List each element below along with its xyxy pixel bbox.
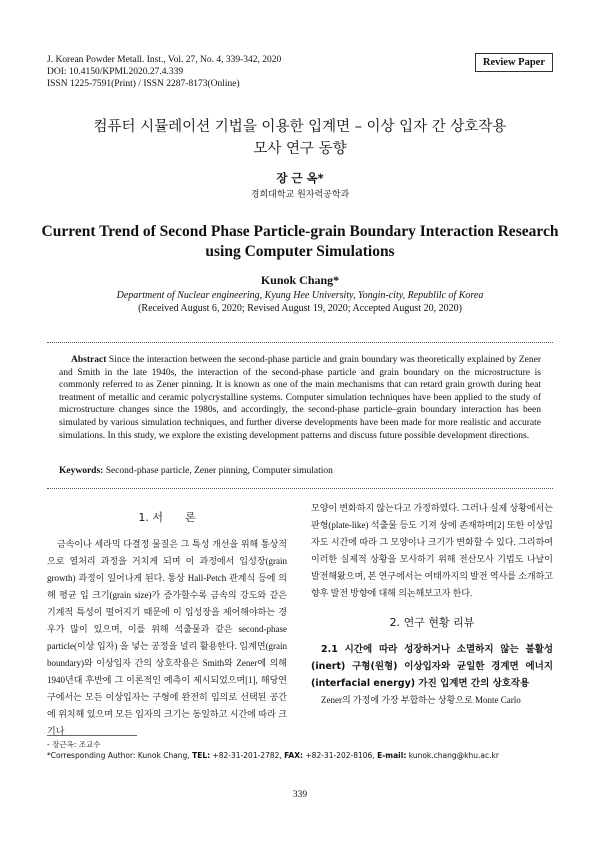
abstract-label: Abstract bbox=[71, 355, 107, 365]
issn: ISSN 1225-7591(Print) / ISSN 2287-8173(Online) bbox=[47, 79, 240, 89]
right-column bbox=[311, 500, 553, 709]
left-column bbox=[47, 509, 287, 740]
right-column-continuation: 모양이 변화하지 않는다고 가정하였다. 그러나 실제 상황에서는 판형(plate-like) 석출물 등도 기져 상에 존재하며[2] 또한 이상입자도 시간에 따라 그 모양이나 크기가 변화할 수 있다. 그리하여 이러한 실제적 상황을 모사하기 위해 전산모사 기법도 나날이 발전해왔으며, 본 연구에서는 여태까지의 발전 역사를 소개하고 향후 발전 방향에 대해 의논해보고자 한다. bbox=[311, 503, 553, 598]
english-title-line1: Current Trend of Second Phase Particle-grain Boundary Interaction Research bbox=[41, 223, 559, 240]
keywords-label: Keywords: bbox=[59, 466, 104, 476]
footnote-contact: *Corresponding Author: Kunok Chang, TEL: +82-31-201-2782, FAX: +82-31-202-8106, E-mail: kunok.chang@khu.ac.kr bbox=[47, 751, 499, 760]
korean-author: 장 근 옥* bbox=[276, 171, 324, 185]
english-title bbox=[40, 222, 560, 262]
english-title-line2: using Computer Simulations bbox=[205, 243, 395, 260]
abstract bbox=[59, 354, 541, 442]
keywords bbox=[59, 466, 541, 476]
submission-dates: (Received August 6, 2020; Revised August 19, 2020; Accepted August 20, 2020) bbox=[138, 303, 462, 314]
abstract-bottom-rule bbox=[47, 488, 553, 489]
journal-header bbox=[47, 54, 281, 90]
corresponding-email: kunok.chang@khu.ac.kr bbox=[406, 751, 499, 760]
article-type-badge: Review Paper bbox=[475, 53, 553, 72]
abstract-text: Since the interaction between the second-phase particle and grain boundary was theoretically explained by Zener and Smith in the late 1940s, the interaction of the second-phase particle and grain boundary on the microstructure is commonly referred to as Zener pinning. It is known as one of the main mechanisms that can retard grain growth during heat treatment of metallic and ceramic polycrystalline systems. Computer simulation techniques have been applied to the study of microstructure changes since the 1980s, and accordingly, the second-phase particle–grain boundary interaction has been simulated by various simulation techniques, and further diverse developments have been made for more realistic and accurate simulations. In this study, we explore the existing development patterns and discuss future possible development directions. bbox=[59, 355, 541, 441]
section2-heading: 2. 연구 현황 리뷰 bbox=[389, 616, 475, 629]
english-department: Department of Nuclear engineering, Kyung Hee University, Yongin-city, Republilc of Korea bbox=[116, 290, 484, 301]
footnote bbox=[47, 739, 499, 761]
section1-body: 금속이나 세라믹 다결정 물질은 그 특성 개선을 위해 통상적으로 열처리 과정을 거치게 되며 이 과정에서 입성장(grain growth) 과정이 일어나게 된다. 통상 Hall-Petch 관계식 등에 의해 평균 입 크기(grain size)가 증가할수록 금속의 강도와 같은 기계적 특성이 떨어지기 때문에 이 입성장을 제어해야하는 경우가 많이 있으며, 이를 위해 석출물과 같은 second-phase particle(이상 입자) 을 넣는 공정을 널리 활용한다. 입계면(grain boundary)와 이상입자 간의 상호작용은 Smith와 Zener에 의해 1940년대 후반에 그 이론적인 예측이 제시되었으며[1], 해당연구에서는 모든 이상입자는 구형에 완전히 임의로 선택된 공간에 위치해 있으며 모든 입자의 크기는 동일하고 시간에 따라 크기나 bbox=[47, 539, 287, 736]
subsection-2-1-heading: 2.1 시간에 따라 성장하거나 소멸하지 않는 불활성(inert) 구형(원형) 이상입자와 균일한 경계면 에너지(interfacial energy) 가진 입계면 간의 상호작용 bbox=[311, 644, 553, 689]
page-number: 339 bbox=[292, 790, 308, 800]
footnote-rule bbox=[47, 735, 137, 736]
footnote-position: - 장근옥: 조교수 bbox=[47, 740, 101, 749]
abstract-top-rule bbox=[47, 342, 553, 343]
korean-affiliation: 경희대학교 원자력공학과 bbox=[250, 190, 350, 200]
section1-heading: 1. 서 론 bbox=[138, 511, 196, 524]
keywords-text: Second-phase particle, Zener pinning, Computer simulation bbox=[103, 466, 333, 476]
doi: DOI: 10.4150/KPMI.2020.27.4.339 bbox=[47, 67, 184, 77]
english-author: Kunok Chang* bbox=[260, 273, 340, 287]
korean-title-line2: 모사 연구 동향 bbox=[253, 141, 347, 157]
korean-title bbox=[0, 116, 600, 160]
journal-citation: J. Korean Powder Metall. Inst., Vol. 27, No. 4, 339-342, 2020 bbox=[47, 55, 282, 65]
korean-title-line1: 컴퓨터 시뮬레이션 기법을 이용한 입계면 – 이상 입자 간 상호작용 bbox=[93, 119, 507, 135]
subsection-2-1-body: Zener의 가정에 가장 부합하는 상황으로 Monte Carlo bbox=[321, 695, 521, 705]
